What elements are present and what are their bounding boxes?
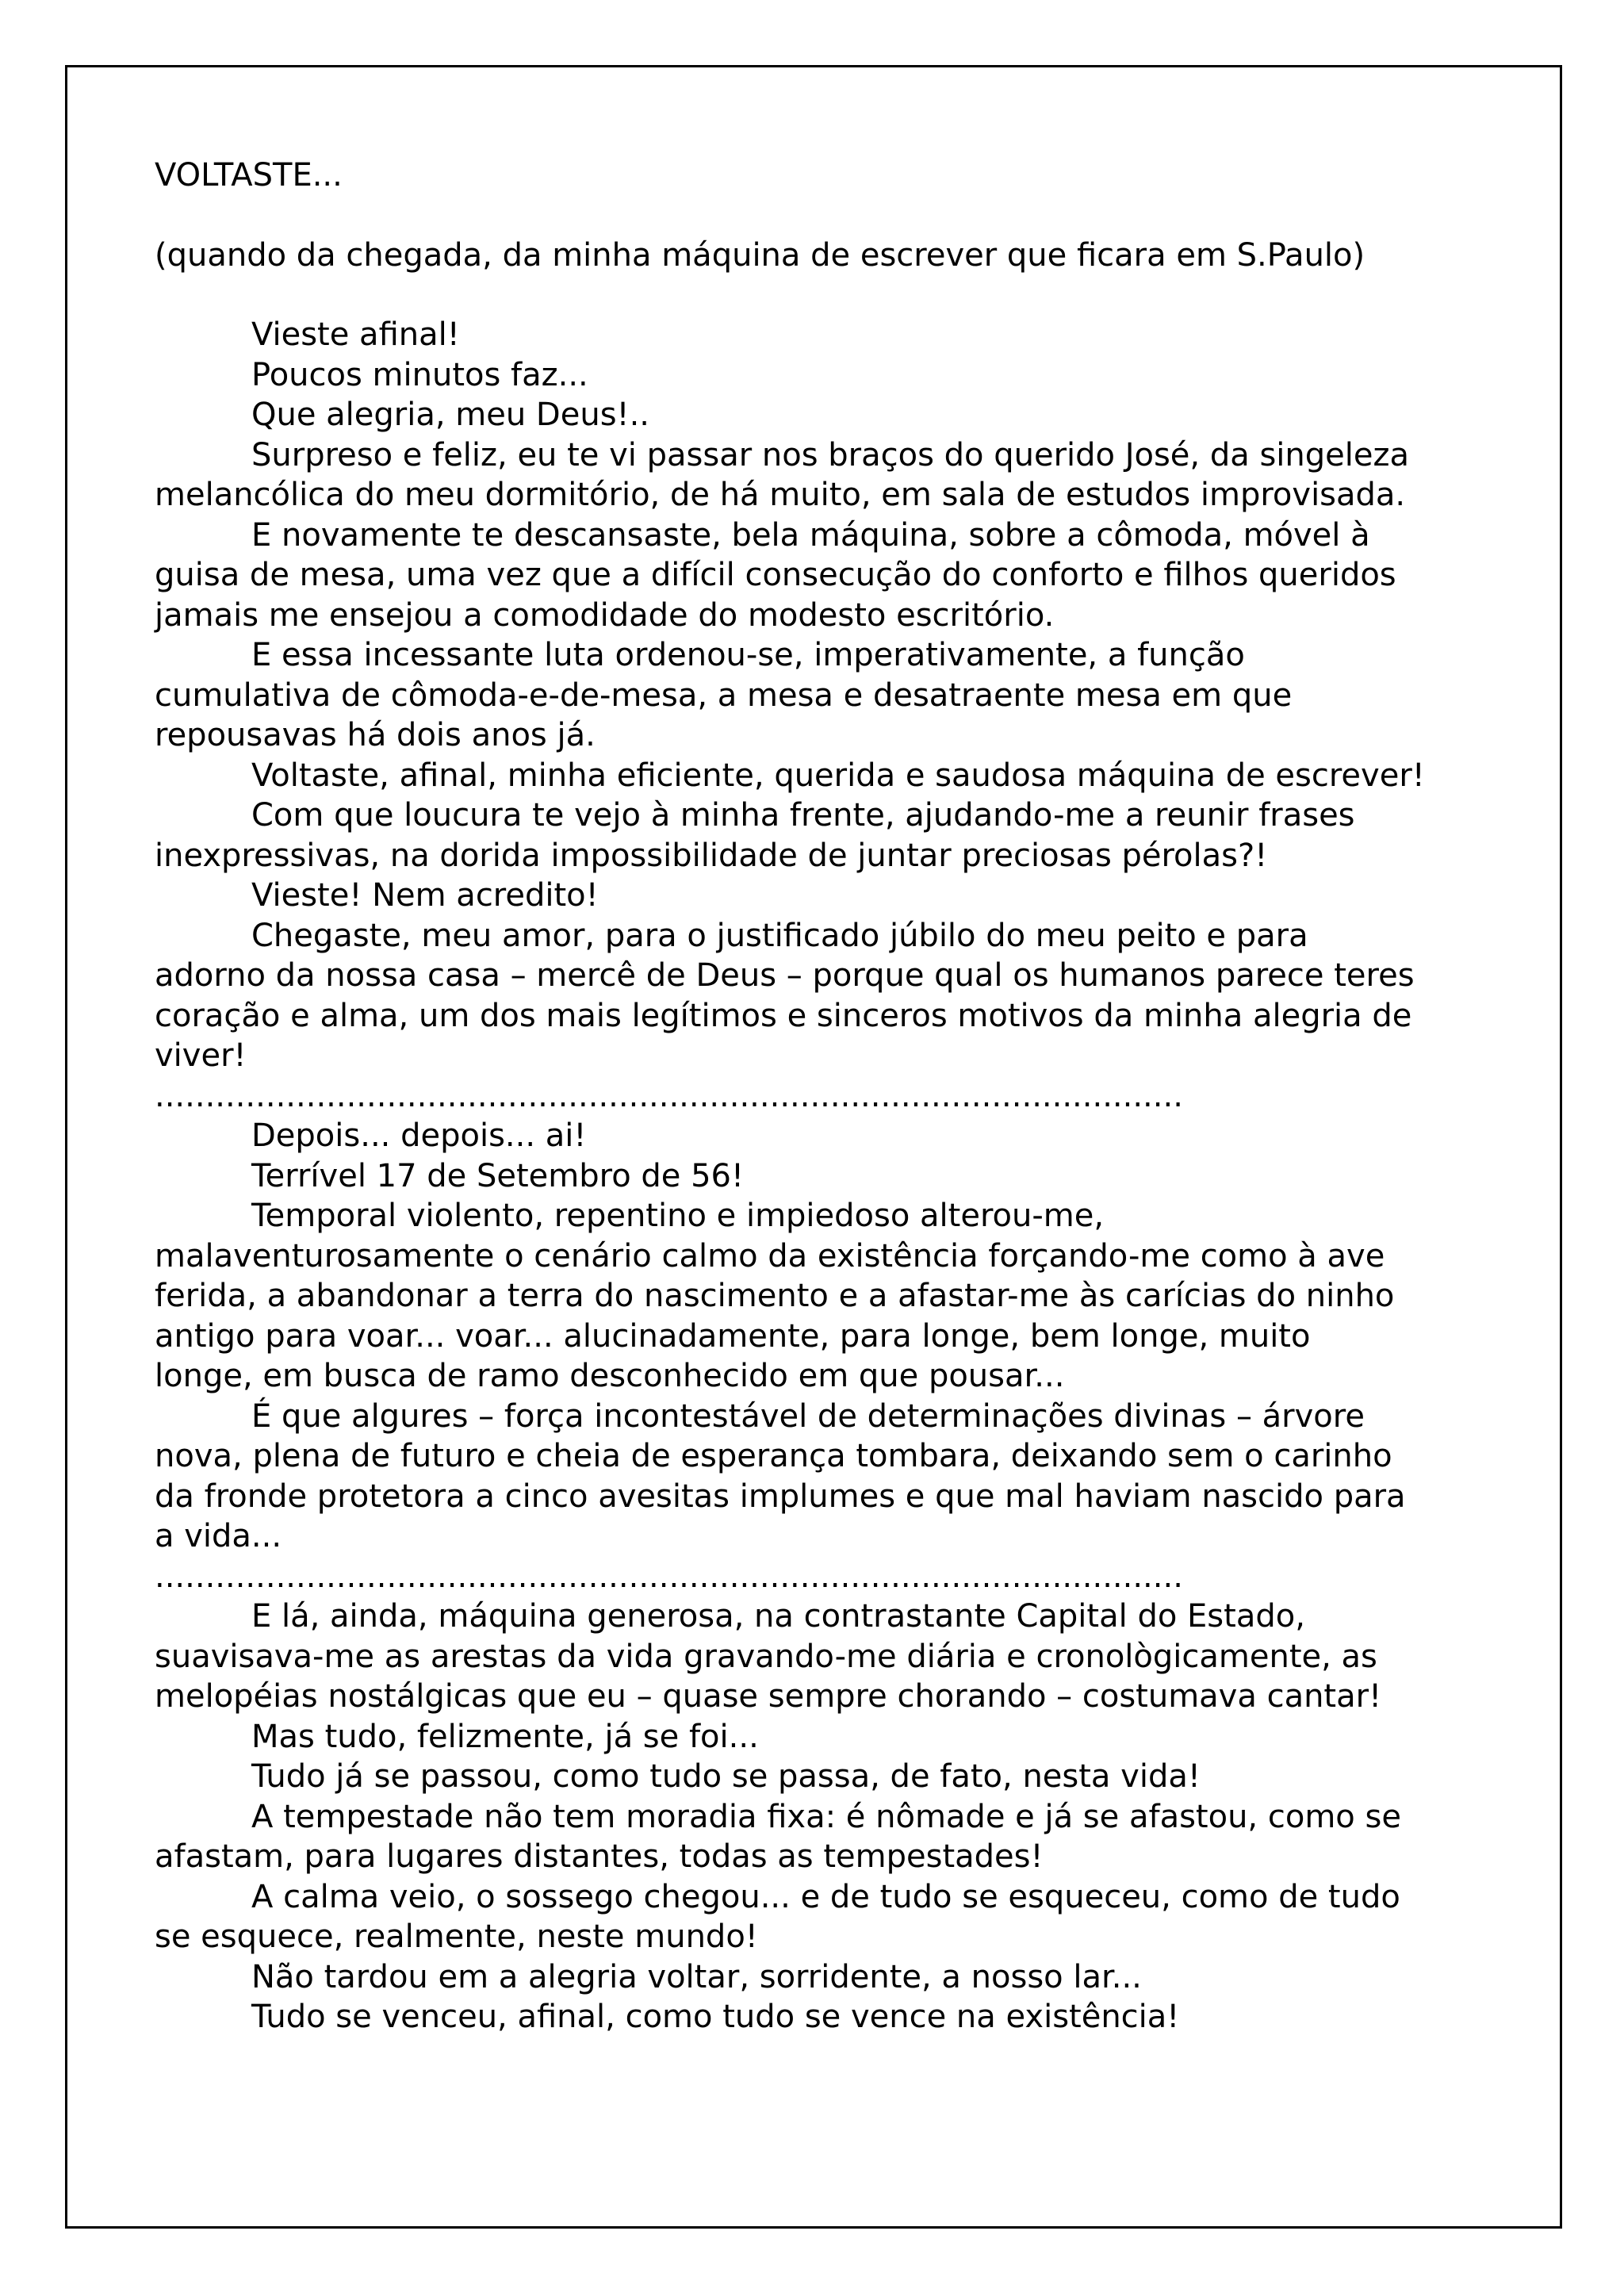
text-line: E novamente te descansaste, bela máquina, sobre a cômoda, móvel à bbox=[251, 516, 1370, 554]
text-line: jamais me ensejou a comodidade do modesto escritório. bbox=[155, 596, 1055, 634]
text-line: Vieste afinal! bbox=[251, 316, 460, 353]
text-line: Chegaste, meu amor, para o justificado júbilo do meu peito e para bbox=[251, 917, 1308, 954]
text-line: adorno da nossa casa – mercê de Deus – porque qual os humanos parece teres bbox=[155, 957, 1415, 994]
text-line: repousavas há dois anos já. bbox=[155, 717, 596, 753]
text-line: Temporal violento, repentino e impiedoso alterou-me, bbox=[251, 1198, 1105, 1234]
text-line: Depois... depois... ai! bbox=[251, 1117, 587, 1154]
text-line: Voltaste, afinal, minha eficiente, querida e saudosa máquina de escrever! bbox=[251, 757, 1425, 794]
text-line: Vieste! Nem acredito! bbox=[251, 877, 599, 914]
text-line: malaventurosamente o cenário calmo da existência forçando-me como à ave bbox=[155, 1237, 1385, 1274]
text-line: guisa de mesa, uma vez que a difícil consecução do conforto e filhos queridos bbox=[155, 557, 1396, 593]
text-line: Tudo já se passou, como tudo se passa, de fato, nesta vida! bbox=[251, 1758, 1201, 1795]
text-line: Terrível 17 de Setembro de 56! bbox=[251, 1157, 745, 1194]
text-line: cumulativa de cômoda-e-de-mesa, a mesa e desatraente mesa em que bbox=[155, 677, 1293, 714]
text-line: se esquece, realmente, neste mundo! bbox=[155, 1918, 758, 1955]
text-line: afastam, para lugares distantes, todas as tempestades! bbox=[155, 1838, 1044, 1875]
text-line: viver! bbox=[155, 1037, 247, 1074]
text-line: A tempestade não tem moradia fixa: é nômade e já se afastou, como se bbox=[251, 1798, 1401, 1835]
text-line: ferida, a abandonar a terra do nascimento e a afastar-me às carícias do ninho bbox=[155, 1278, 1395, 1314]
text-line: Não tardou em a alegria voltar, sorridente, a nosso lar... bbox=[251, 1958, 1142, 1995]
document-title: VOLTASTE... bbox=[155, 157, 343, 194]
text-line: melopéias nostálgicas que eu – quase sempre chorando – costumava cantar! bbox=[155, 1678, 1382, 1715]
text-line: nova, plena de futuro e cheia de esperança tombara, deixando sem o carinho bbox=[155, 1438, 1392, 1474]
dotted-separator: ...................................................................................................... bbox=[155, 1558, 1183, 1595]
text-line: coração e alma, um dos mais legítimos e sinceros motivos da minha alegria de bbox=[155, 997, 1412, 1034]
text-line: a vida... bbox=[155, 1518, 282, 1554]
text-line: suavisava-me as arestas da vida gravando-me diária e cronològicamente, as bbox=[155, 1638, 1377, 1675]
text-line: Com que loucura te vejo à minha frente, ajudando-me a reunir frases bbox=[251, 797, 1355, 834]
text-line: antigo para voar... voar... alucinadamente, para longe, bem longe, muito bbox=[155, 1317, 1311, 1355]
text-line: É que algures – força incontestável de determinações divinas – árvore bbox=[251, 1397, 1365, 1435]
text-line: Que alegria, meu Deus!.. bbox=[251, 397, 649, 433]
document-body bbox=[155, 155, 1480, 2037]
text-line: longe, em busca de ramo desconhecido em que pousar... bbox=[155, 1358, 1065, 1394]
text-line: A calma veio, o sossego chegou... e de tudo se esqueceu, como de tudo bbox=[251, 1878, 1400, 1915]
text-line: Poucos minutos faz... bbox=[251, 356, 588, 393]
text-line: inexpressivas, na dorida impossibilidade de juntar preciosas pérolas?! bbox=[155, 837, 1268, 874]
dotted-separator: ...................................................................................................... bbox=[155, 1077, 1183, 1114]
text-line: Mas tudo, felizmente, já se foi... bbox=[251, 1718, 759, 1755]
text-line: E lá, ainda, máquina generosa, na contrastante Capital do Estado, bbox=[251, 1598, 1305, 1635]
text-line: Tudo se venceu, afinal, como tudo se vence na existência! bbox=[251, 1999, 1180, 2035]
text-line: E essa incessante luta ordenou-se, imperativamente, a função bbox=[251, 637, 1245, 673]
document-subtitle: (quando da chegada, da minha máquina de escrever que ficara em S.Paulo) bbox=[155, 236, 1365, 274]
text-line: da fronde protetora a cinco avesitas implumes e que mal haviam nascido para bbox=[155, 1478, 1406, 1515]
text-line: Surpreso e feliz, eu te vi passar nos braços do querido José, da singeleza bbox=[251, 436, 1409, 473]
text-line: melancólica do meu dormitório, de há muito, em sala de estudos improvisada. bbox=[155, 477, 1406, 513]
